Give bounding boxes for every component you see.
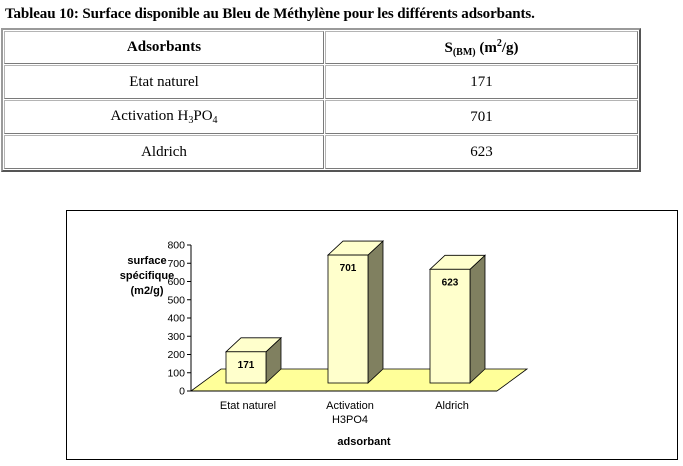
y-tick-label: 200 xyxy=(167,349,185,361)
row-label-sub2: 4 xyxy=(212,115,218,126)
row-label xyxy=(4,100,324,134)
bar xyxy=(430,255,485,383)
data-label: 701 xyxy=(339,263,357,275)
row-value: 171 xyxy=(325,65,638,99)
row-label: Etat naturel xyxy=(4,65,324,99)
table-row xyxy=(4,135,638,169)
x-tick-label: Activation xyxy=(326,400,374,412)
row-label-sub1: 3 xyxy=(188,115,194,126)
row-value: 623 xyxy=(325,135,638,169)
header-surface-unit-post: /g) xyxy=(501,39,519,56)
header-surface-sup: 2 xyxy=(496,37,502,49)
table-caption: Tableau 10: Surface disponible au Bleu de Méthylène pour les différents adsorbants. xyxy=(5,6,535,22)
x-tick-label: H3PO4 xyxy=(331,414,369,426)
bar-front xyxy=(328,255,368,383)
table-row xyxy=(4,65,638,99)
table-header-row xyxy=(4,31,638,64)
y-tick-label: 100 xyxy=(167,367,185,380)
y-axis-label-line: surface xyxy=(127,255,167,267)
row-label-main: Activation H xyxy=(110,108,189,124)
row-value: 701 xyxy=(325,100,638,134)
row-label: Aldrich xyxy=(4,135,324,169)
y-tick-label: 300 xyxy=(167,330,185,343)
y-tick-label: 800 xyxy=(167,239,185,252)
y-axis-label-line: (m2/g) xyxy=(130,285,164,297)
header-surface xyxy=(325,31,638,64)
header-surface-unit-pre: (m xyxy=(475,39,497,56)
y-tick-label: 400 xyxy=(167,312,185,325)
y-tick-label: 600 xyxy=(167,276,185,288)
y-axis-label xyxy=(107,254,187,299)
x-tick-label: Aldrich xyxy=(435,400,469,412)
y-tick-label: 700 xyxy=(167,257,185,270)
row-label-mid: PO xyxy=(193,108,213,124)
bar-side xyxy=(368,241,383,383)
header-adsorbants: Adsorbants xyxy=(4,31,324,64)
header-surface-sub: (BM) xyxy=(452,46,476,58)
data-label: 623 xyxy=(441,277,459,289)
data-label: 171 xyxy=(237,359,255,371)
data-table xyxy=(1,28,641,172)
table-row xyxy=(4,100,638,134)
y-tick-label: 0 xyxy=(179,385,185,398)
x-tick-label: Etat naturel xyxy=(219,400,277,412)
y-axis-label-line: spécifique xyxy=(119,270,175,282)
bar-chart xyxy=(67,211,677,459)
bar-side xyxy=(470,255,485,383)
x-axis-label: adsorbant xyxy=(337,436,391,448)
chart-frame xyxy=(66,210,678,460)
header-surface-s: S xyxy=(444,39,453,56)
y-tick-label: 500 xyxy=(167,294,185,307)
